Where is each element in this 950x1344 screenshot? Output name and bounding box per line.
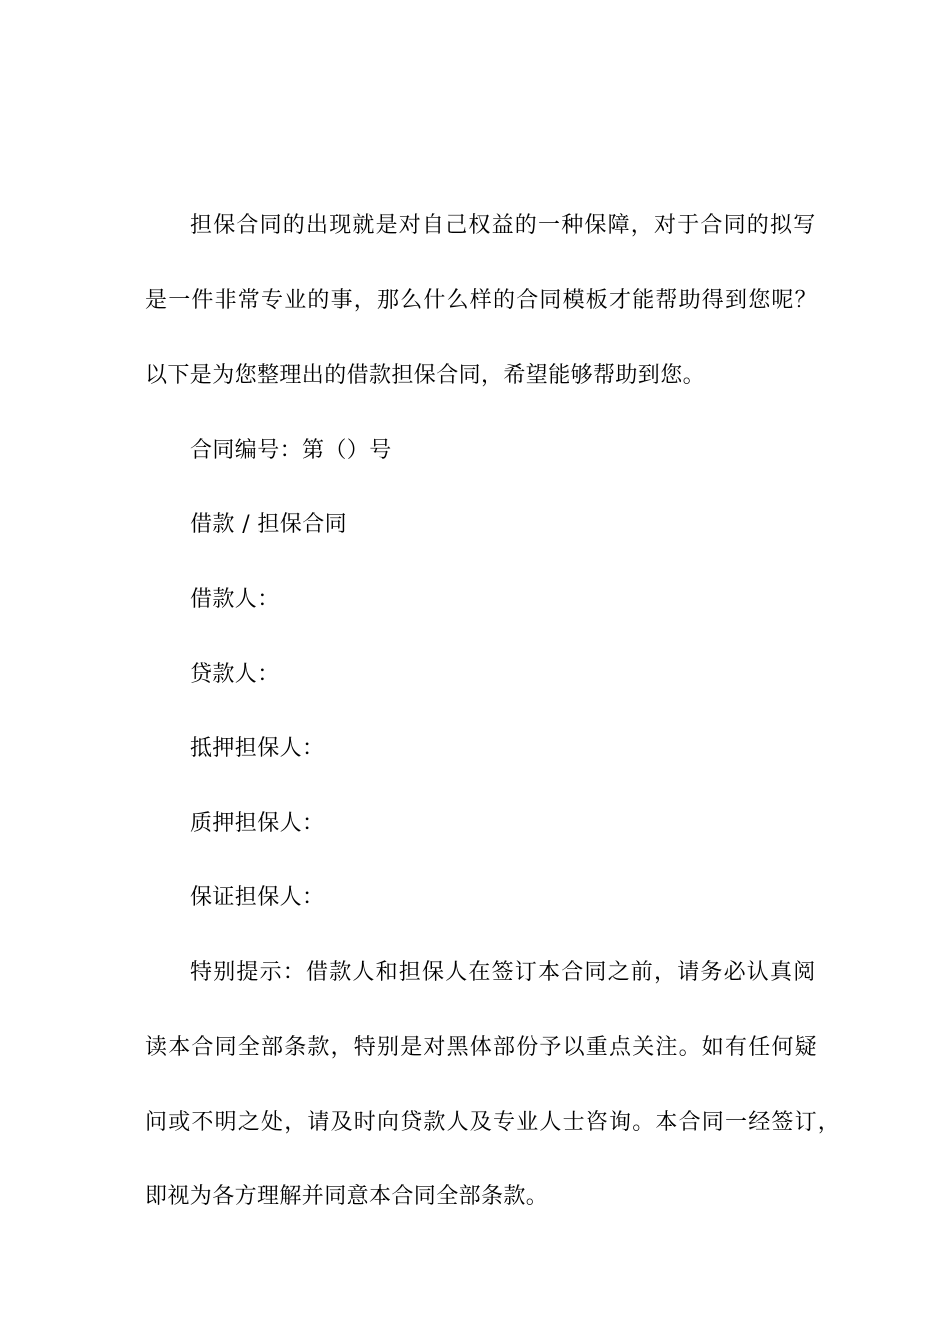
pledge-guarantor-label: 质押担保人：: [190, 811, 325, 836]
mortgage-guarantor-label: 抵押担保人：: [190, 736, 325, 761]
intro-paragraph-line-1: 担保合同的出现就是对自己权益的一种保障，对于合同的拟写: [190, 213, 817, 238]
notice-paragraph-line-3: 问或不明之处，请及时向贷款人及专业人士咨询。本合同一经签订，: [145, 1110, 842, 1135]
intro-paragraph-line-2: 是一件非常专业的事，那么什么样的合同模板才能帮助得到您呢？: [145, 288, 818, 313]
lender-label: 贷款人：: [190, 662, 280, 687]
contract-title: 借款 / 担保合同: [190, 512, 347, 537]
notice-paragraph-line-4: 即视为各方理解并同意本合同全部条款。: [145, 1184, 549, 1209]
notice-paragraph-line-2: 读本合同全部条款，特别是对黑体部份予以重点关注。如有任何疑: [145, 1035, 818, 1060]
borrower-label: 借款人：: [190, 587, 280, 612]
notice-paragraph-line-1: 特别提示：借款人和担保人在签订本合同之前，请务必认真阅: [190, 960, 817, 985]
contract-number: 合同编号：第（）号: [190, 438, 392, 463]
intro-paragraph-line-3: 以下是为您整理出的借款担保合同，希望能够帮助到您。: [145, 363, 706, 388]
surety-guarantor-label: 保证担保人：: [190, 885, 325, 910]
